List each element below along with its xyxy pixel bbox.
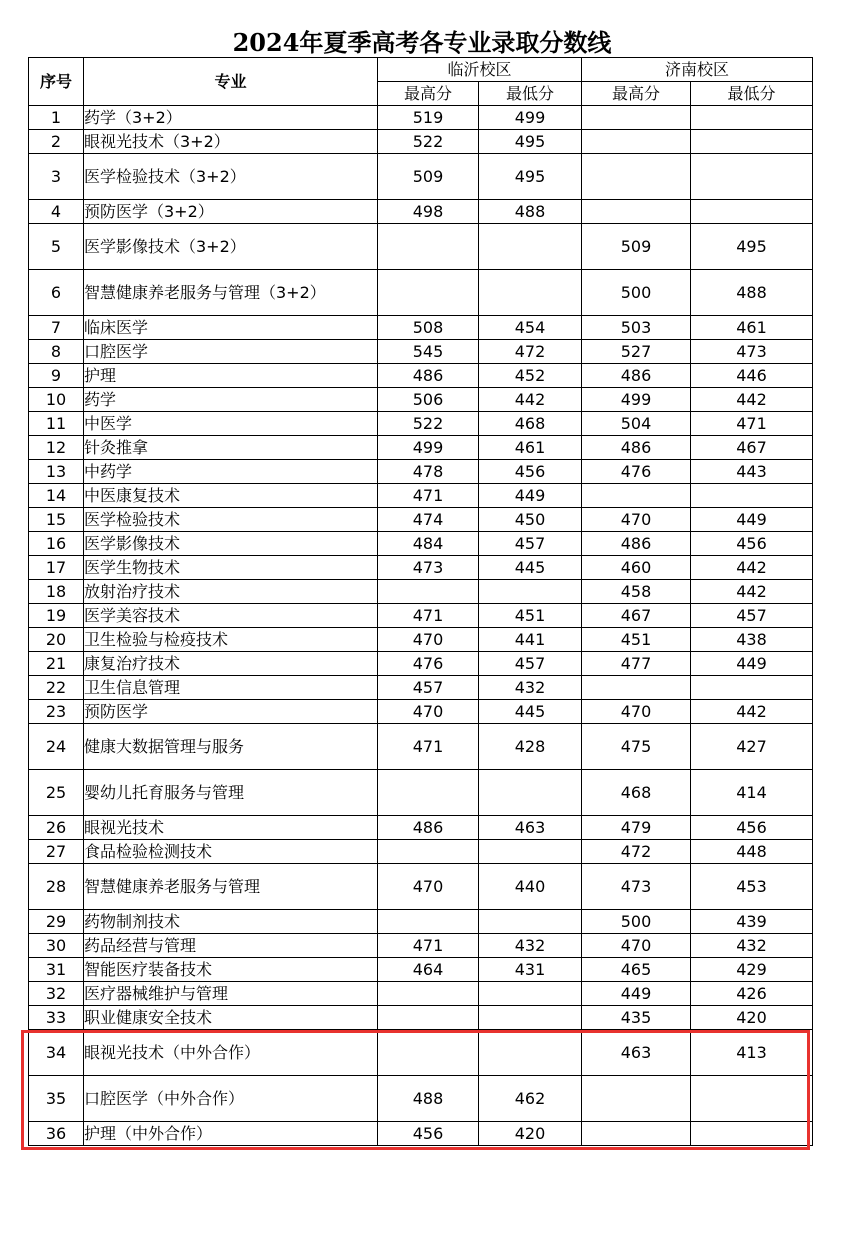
row-linyi-min: 445 <box>479 556 582 580</box>
table-row <box>29 270 813 316</box>
row-linyi-max: 484 <box>378 532 479 556</box>
header-linyi-max: 最高分 <box>378 82 479 106</box>
row-linyi-max: 457 <box>378 676 479 700</box>
row-jinan-max: 458 <box>582 580 691 604</box>
row-jinan-max: 504 <box>582 412 691 436</box>
row-jinan-max: 465 <box>582 958 691 982</box>
row-seq: 35 <box>29 1076 84 1122</box>
table-header <box>29 58 813 106</box>
row-linyi-max: 470 <box>378 864 479 910</box>
row-linyi-min: 420 <box>479 1122 582 1146</box>
table-row <box>29 154 813 200</box>
table-row <box>29 958 813 982</box>
row-major: 婴幼儿托育服务与管理 <box>84 770 378 816</box>
row-major: 护理（中外合作） <box>84 1122 378 1146</box>
header-jinan-max: 最高分 <box>582 82 691 106</box>
row-major: 康复治疗技术 <box>84 652 378 676</box>
table-row <box>29 934 813 958</box>
row-major: 药学（3+2） <box>84 106 378 130</box>
header-jinan-min: 最低分 <box>691 82 813 106</box>
row-seq: 27 <box>29 840 84 864</box>
row-linyi-min: 445 <box>479 700 582 724</box>
row-major: 中医学 <box>84 412 378 436</box>
row-seq: 1 <box>29 106 84 130</box>
row-linyi-min: 462 <box>479 1076 582 1122</box>
row-seq: 17 <box>29 556 84 580</box>
row-jinan-min <box>691 1076 813 1122</box>
row-major: 中医康复技术 <box>84 484 378 508</box>
row-seq: 29 <box>29 910 84 934</box>
table-row <box>29 910 813 934</box>
header-linyi-min: 最低分 <box>479 82 582 106</box>
row-jinan-max: 473 <box>582 864 691 910</box>
row-linyi-max <box>378 1030 479 1076</box>
row-major: 医学生物技术 <box>84 556 378 580</box>
row-linyi-min: 468 <box>479 412 582 436</box>
row-linyi-max <box>378 770 479 816</box>
row-linyi-min <box>479 982 582 1006</box>
row-linyi-min: 452 <box>479 364 582 388</box>
row-jinan-min: 429 <box>691 958 813 982</box>
row-linyi-min: 472 <box>479 340 582 364</box>
row-major: 中药学 <box>84 460 378 484</box>
row-seq: 6 <box>29 270 84 316</box>
row-seq: 12 <box>29 436 84 460</box>
header-campus-jinan: 济南校区 <box>582 58 813 82</box>
table-row <box>29 700 813 724</box>
row-jinan-max: 479 <box>582 816 691 840</box>
row-seq: 20 <box>29 628 84 652</box>
row-jinan-min: 438 <box>691 628 813 652</box>
row-jinan-min: 457 <box>691 604 813 628</box>
table-row <box>29 816 813 840</box>
row-linyi-max: 509 <box>378 154 479 200</box>
header-seq: 序号 <box>29 58 84 106</box>
row-linyi-max <box>378 580 479 604</box>
row-jinan-min: 449 <box>691 508 813 532</box>
row-major: 药学 <box>84 388 378 412</box>
row-jinan-max <box>582 200 691 224</box>
row-jinan-max: 486 <box>582 364 691 388</box>
row-jinan-max <box>582 676 691 700</box>
row-linyi-min: 495 <box>479 154 582 200</box>
row-linyi-max: 473 <box>378 556 479 580</box>
row-jinan-min <box>691 154 813 200</box>
row-major: 智慧健康养老服务与管理（3+2） <box>84 270 378 316</box>
row-major: 药物制剂技术 <box>84 910 378 934</box>
row-major: 医学影像技术 <box>84 532 378 556</box>
table-row <box>29 106 813 130</box>
row-linyi-min <box>479 910 582 934</box>
row-jinan-max: 460 <box>582 556 691 580</box>
table-row <box>29 840 813 864</box>
table-row <box>29 556 813 580</box>
row-linyi-min: 428 <box>479 724 582 770</box>
row-major: 口腔医学 <box>84 340 378 364</box>
row-jinan-max: 435 <box>582 1006 691 1030</box>
row-seq: 5 <box>29 224 84 270</box>
row-jinan-min: 446 <box>691 364 813 388</box>
row-major: 临床医学 <box>84 316 378 340</box>
row-seq: 8 <box>29 340 84 364</box>
row-jinan-min: 449 <box>691 652 813 676</box>
row-major: 护理 <box>84 364 378 388</box>
row-seq: 18 <box>29 580 84 604</box>
row-jinan-min: 414 <box>691 770 813 816</box>
table-row <box>29 364 813 388</box>
score-table <box>28 57 813 1146</box>
row-major: 医学美容技术 <box>84 604 378 628</box>
row-seq: 34 <box>29 1030 84 1076</box>
row-jinan-max: 486 <box>582 436 691 460</box>
row-seq: 13 <box>29 460 84 484</box>
table-row <box>29 1076 813 1122</box>
row-linyi-min: 454 <box>479 316 582 340</box>
table-row <box>29 200 813 224</box>
row-jinan-min: 432 <box>691 934 813 958</box>
row-jinan-max: 477 <box>582 652 691 676</box>
row-jinan-max <box>582 484 691 508</box>
row-seq: 9 <box>29 364 84 388</box>
row-jinan-min: 413 <box>691 1030 813 1076</box>
table-row <box>29 676 813 700</box>
row-linyi-max: 508 <box>378 316 479 340</box>
row-jinan-max: 500 <box>582 910 691 934</box>
row-jinan-max: 476 <box>582 460 691 484</box>
row-major: 眼视光技术（中外合作） <box>84 1030 378 1076</box>
row-jinan-min <box>691 106 813 130</box>
row-linyi-max: 474 <box>378 508 479 532</box>
table-row <box>29 130 813 154</box>
row-jinan-max: 470 <box>582 700 691 724</box>
table-row <box>29 580 813 604</box>
row-linyi-max: 471 <box>378 604 479 628</box>
header-campus-linyi: 临沂校区 <box>378 58 582 82</box>
row-linyi-min <box>479 224 582 270</box>
row-linyi-max: 476 <box>378 652 479 676</box>
row-linyi-min: 457 <box>479 532 582 556</box>
row-major: 医疗器械维护与管理 <box>84 982 378 1006</box>
row-jinan-max: 500 <box>582 270 691 316</box>
row-jinan-max <box>582 1076 691 1122</box>
row-seq: 22 <box>29 676 84 700</box>
row-seq: 14 <box>29 484 84 508</box>
row-linyi-min <box>479 840 582 864</box>
row-jinan-max <box>582 106 691 130</box>
row-seq: 15 <box>29 508 84 532</box>
row-seq: 16 <box>29 532 84 556</box>
row-jinan-max: 468 <box>582 770 691 816</box>
table-row <box>29 508 813 532</box>
row-seq: 33 <box>29 1006 84 1030</box>
table-row <box>29 340 813 364</box>
row-linyi-max: 456 <box>378 1122 479 1146</box>
row-linyi-min: 488 <box>479 200 582 224</box>
row-major: 眼视光技术 <box>84 816 378 840</box>
row-linyi-min: 450 <box>479 508 582 532</box>
row-linyi-max: 522 <box>378 412 479 436</box>
row-seq: 7 <box>29 316 84 340</box>
table-row <box>29 412 813 436</box>
row-seq: 19 <box>29 604 84 628</box>
row-seq: 24 <box>29 724 84 770</box>
row-major: 医学影像技术（3+2） <box>84 224 378 270</box>
row-linyi-max <box>378 1006 479 1030</box>
row-jinan-max: 499 <box>582 388 691 412</box>
row-seq: 32 <box>29 982 84 1006</box>
row-jinan-min: 427 <box>691 724 813 770</box>
row-linyi-max: 470 <box>378 700 479 724</box>
row-linyi-max <box>378 982 479 1006</box>
row-major: 卫生信息管理 <box>84 676 378 700</box>
table-row <box>29 484 813 508</box>
row-jinan-max: 470 <box>582 934 691 958</box>
table-row <box>29 864 813 910</box>
row-seq: 10 <box>29 388 84 412</box>
row-major: 眼视光技术（3+2） <box>84 130 378 154</box>
row-linyi-min: 432 <box>479 676 582 700</box>
table-row <box>29 628 813 652</box>
row-linyi-max <box>378 224 479 270</box>
row-jinan-min: 442 <box>691 388 813 412</box>
row-seq: 21 <box>29 652 84 676</box>
row-seq: 26 <box>29 816 84 840</box>
row-jinan-min: 467 <box>691 436 813 460</box>
row-linyi-max <box>378 910 479 934</box>
row-linyi-min: 441 <box>479 628 582 652</box>
row-linyi-min: 457 <box>479 652 582 676</box>
row-jinan-min: 442 <box>691 700 813 724</box>
row-jinan-min: 439 <box>691 910 813 934</box>
table-row <box>29 724 813 770</box>
table-row <box>29 1122 813 1146</box>
row-jinan-max: 451 <box>582 628 691 652</box>
row-linyi-min <box>479 1006 582 1030</box>
row-jinan-min: 471 <box>691 412 813 436</box>
row-jinan-max <box>582 130 691 154</box>
table-row <box>29 604 813 628</box>
row-jinan-max: 463 <box>582 1030 691 1076</box>
row-linyi-min: 451 <box>479 604 582 628</box>
row-seq: 30 <box>29 934 84 958</box>
row-jinan-min: 420 <box>691 1006 813 1030</box>
row-linyi-max: 471 <box>378 934 479 958</box>
row-jinan-min <box>691 130 813 154</box>
row-linyi-max: 471 <box>378 724 479 770</box>
row-major: 医学检验技术（3+2） <box>84 154 378 200</box>
table-row <box>29 982 813 1006</box>
row-linyi-max: 488 <box>378 1076 479 1122</box>
row-major: 预防医学（3+2） <box>84 200 378 224</box>
row-jinan-min: 456 <box>691 816 813 840</box>
row-linyi-max: 522 <box>378 130 479 154</box>
row-jinan-max: 486 <box>582 532 691 556</box>
row-linyi-min <box>479 1030 582 1076</box>
row-seq: 2 <box>29 130 84 154</box>
row-jinan-min: 488 <box>691 270 813 316</box>
table-row <box>29 460 813 484</box>
row-linyi-min: 495 <box>479 130 582 154</box>
row-linyi-min: 449 <box>479 484 582 508</box>
row-jinan-max: 527 <box>582 340 691 364</box>
row-jinan-min: 473 <box>691 340 813 364</box>
table-row <box>29 532 813 556</box>
row-jinan-min <box>691 484 813 508</box>
row-linyi-min: 461 <box>479 436 582 460</box>
row-linyi-max <box>378 840 479 864</box>
row-seq: 23 <box>29 700 84 724</box>
row-jinan-max: 475 <box>582 724 691 770</box>
row-seq: 3 <box>29 154 84 200</box>
table-row <box>29 652 813 676</box>
row-linyi-min: 442 <box>479 388 582 412</box>
row-linyi-max: 498 <box>378 200 479 224</box>
row-jinan-max: 503 <box>582 316 691 340</box>
row-seq: 36 <box>29 1122 84 1146</box>
row-linyi-max: 545 <box>378 340 479 364</box>
row-major: 智慧健康养老服务与管理 <box>84 864 378 910</box>
row-major: 健康大数据管理与服务 <box>84 724 378 770</box>
row-jinan-min <box>691 200 813 224</box>
row-jinan-max: 472 <box>582 840 691 864</box>
row-linyi-max: 486 <box>378 816 479 840</box>
row-linyi-min: 499 <box>479 106 582 130</box>
row-linyi-min <box>479 270 582 316</box>
row-major: 智能医疗装备技术 <box>84 958 378 982</box>
row-linyi-min: 463 <box>479 816 582 840</box>
row-major: 职业健康安全技术 <box>84 1006 378 1030</box>
row-linyi-max: 506 <box>378 388 479 412</box>
row-major: 医学检验技术 <box>84 508 378 532</box>
row-jinan-max <box>582 1122 691 1146</box>
row-major: 口腔医学（中外合作） <box>84 1076 378 1122</box>
row-seq: 31 <box>29 958 84 982</box>
row-jinan-min: 448 <box>691 840 813 864</box>
row-major: 针灸推拿 <box>84 436 378 460</box>
table-row <box>29 1030 813 1076</box>
row-linyi-max: 478 <box>378 460 479 484</box>
row-jinan-min <box>691 676 813 700</box>
row-linyi-min: 440 <box>479 864 582 910</box>
row-seq: 4 <box>29 200 84 224</box>
table-row <box>29 770 813 816</box>
row-linyi-max: 499 <box>378 436 479 460</box>
table-body <box>29 106 813 1146</box>
row-linyi-min: 456 <box>479 460 582 484</box>
row-linyi-min <box>479 770 582 816</box>
table-row <box>29 436 813 460</box>
row-linyi-max: 464 <box>378 958 479 982</box>
row-major: 药品经营与管理 <box>84 934 378 958</box>
row-jinan-min <box>691 1122 813 1146</box>
page-title: 2024年夏季高考各专业录取分数线 <box>232 28 612 57</box>
row-linyi-min <box>479 580 582 604</box>
row-major: 预防医学 <box>84 700 378 724</box>
row-seq: 25 <box>29 770 84 816</box>
row-jinan-min: 426 <box>691 982 813 1006</box>
row-linyi-max <box>378 270 479 316</box>
row-jinan-min: 461 <box>691 316 813 340</box>
row-jinan-min: 442 <box>691 580 813 604</box>
table-row <box>29 1006 813 1030</box>
row-jinan-min: 453 <box>691 864 813 910</box>
row-jinan-max: 449 <box>582 982 691 1006</box>
row-jinan-max: 509 <box>582 224 691 270</box>
row-jinan-max: 467 <box>582 604 691 628</box>
row-linyi-max: 519 <box>378 106 479 130</box>
row-seq: 11 <box>29 412 84 436</box>
row-linyi-max: 470 <box>378 628 479 652</box>
row-linyi-min: 431 <box>479 958 582 982</box>
row-linyi-min: 432 <box>479 934 582 958</box>
row-jinan-min: 495 <box>691 224 813 270</box>
row-major: 食品检验检测技术 <box>84 840 378 864</box>
row-jinan-max: 470 <box>582 508 691 532</box>
row-major: 卫生检验与检疫技术 <box>84 628 378 652</box>
row-seq: 28 <box>29 864 84 910</box>
row-jinan-min: 442 <box>691 556 813 580</box>
row-jinan-min: 456 <box>691 532 813 556</box>
header-major: 专业 <box>84 58 378 106</box>
table-row <box>29 224 813 270</box>
row-linyi-max: 471 <box>378 484 479 508</box>
row-jinan-max <box>582 154 691 200</box>
row-linyi-max: 486 <box>378 364 479 388</box>
table-row <box>29 316 813 340</box>
row-jinan-min: 443 <box>691 460 813 484</box>
table-row <box>29 388 813 412</box>
row-major: 放射治疗技术 <box>84 580 378 604</box>
